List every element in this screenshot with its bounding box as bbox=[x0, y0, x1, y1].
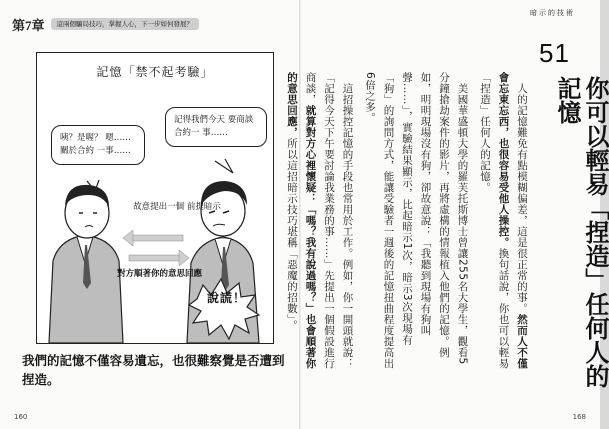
paragraph-text: 人的記憶難免有點模糊偏差，這是很正常的事。 bbox=[516, 82, 528, 314]
tip-title: 你可以輕易「捏造」任何人的記憶 bbox=[553, 76, 609, 388]
body-paragraph bbox=[361, 72, 472, 372]
body-text bbox=[286, 72, 531, 372]
section-tag: 暗示的技術 bbox=[530, 9, 575, 17]
comic-panel bbox=[36, 52, 274, 344]
illustration-caption: 我們的記憶不僅容易遺忘，也很難察覺是否遭到捏造。 bbox=[22, 353, 285, 387]
comic-title: 記憶「禁不起考驗」 bbox=[96, 65, 214, 79]
right-page bbox=[286, 0, 609, 429]
confused-man-figure bbox=[49, 185, 123, 343]
paragraph-text: 所以這招暗示技巧堪稱「惡魔的招數」。 bbox=[286, 138, 298, 331]
left-page bbox=[0, 0, 299, 429]
tip-number: 51 bbox=[539, 38, 570, 68]
page-number-right: 168 bbox=[572, 413, 586, 421]
page-number-left: 160 bbox=[14, 413, 28, 421]
hint-arrow bbox=[123, 230, 183, 246]
body-paragraph bbox=[283, 72, 357, 372]
chapter-header bbox=[12, 16, 297, 32]
bubble-tail-right bbox=[215, 159, 233, 173]
chapter-number: 第7章 bbox=[12, 17, 45, 33]
paragraph-text: 這招操控記憶的手段也常用於工作。例如，你一開頭就說：「記得今天下午要討論我業務的事……」先提出一個假設進行商談， bbox=[304, 72, 354, 369]
body-paragraph bbox=[476, 72, 532, 372]
response-arrow bbox=[129, 250, 189, 266]
response-label: 對方順著你的意思回應 bbox=[117, 269, 203, 279]
hint-label: 故意提出一個 前提暗示 bbox=[133, 202, 221, 212]
speech-bubble-confused: 咦？是喔？ 嗯……關於合約 一事…… bbox=[51, 125, 145, 165]
speech-bubble-liar: 記得我們今天 要商談合約一 事…… bbox=[165, 107, 267, 147]
emphasis-text: 就算對方心裡懷疑：「嗎？我有說過嗎？」也會順著你的意思回應， bbox=[286, 72, 317, 369]
paragraph-text: 美國華盛頓大學的羅芙托斯博士曾讓255名大學生，觀看5分鐘搶劫案件的影片，再將虛構的情報植入他們的記憶。例如，明明現場沒有狗，卻故意說：「我聽到現場有狗叫聲……」，實驗結果顯示，比起暗示1次，暗示3次現場有「狗」的詢問方式，能讓受驗者一週後的記憶扭曲程度提高出6倍之多。 bbox=[364, 72, 469, 369]
emphasis-text: 然而人不僅會忘東忘西，也很容易受他人操控。 bbox=[497, 72, 528, 369]
chapter-title: 這兩個騙局技巧，掌握人心，下一步如何發展？ bbox=[51, 18, 200, 30]
paragraph-text: 換句話說，你也可以輕易「捏造」任何人的記憶。 bbox=[479, 72, 510, 369]
lie-burst-text: 說謊！ bbox=[207, 291, 247, 305]
